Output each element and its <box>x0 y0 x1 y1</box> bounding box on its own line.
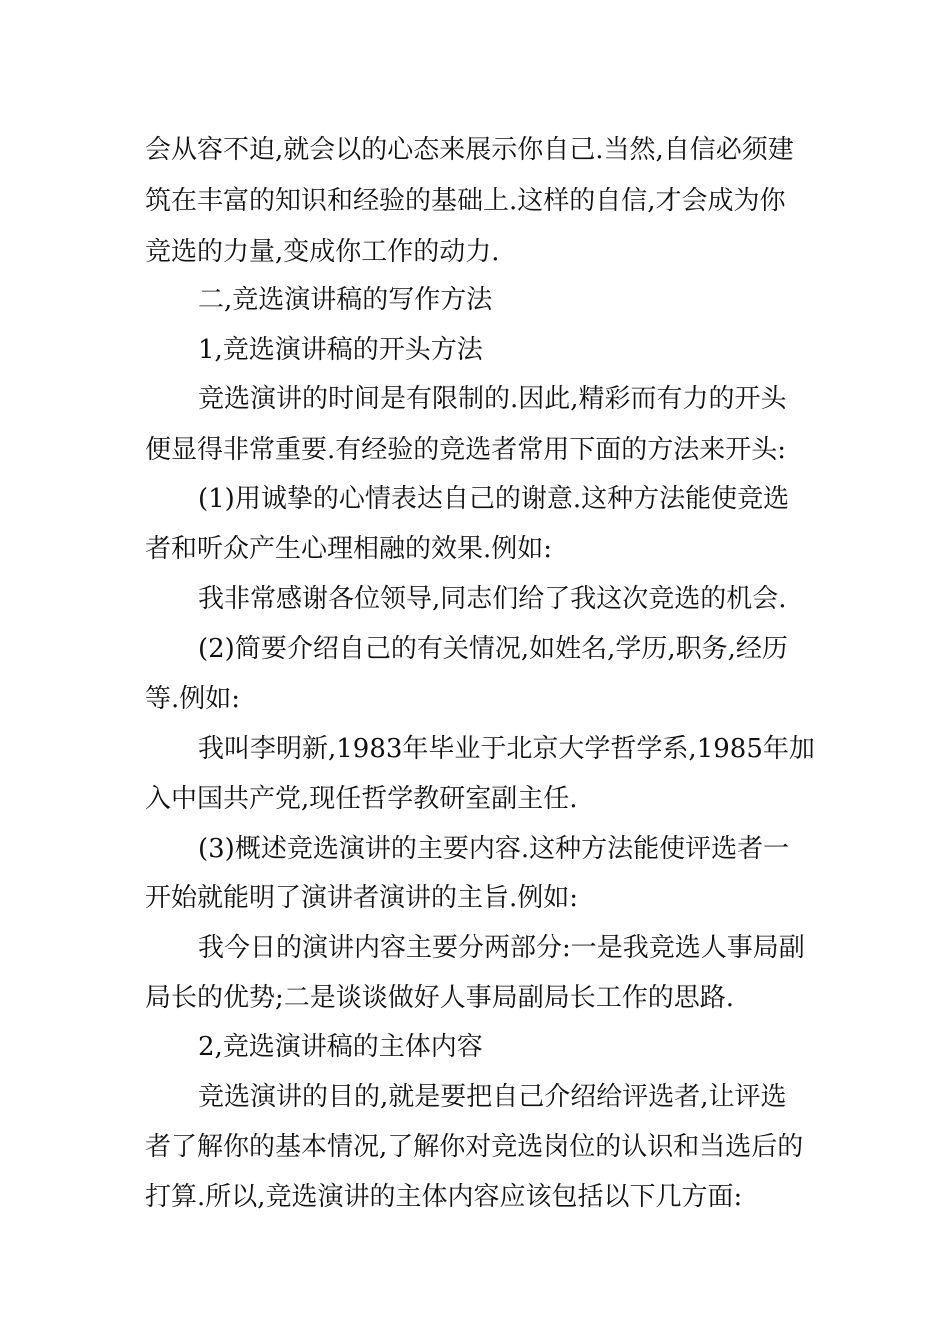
text-line: 竞选演讲的时间是有限制的.因此,精彩而有力的开头 <box>198 384 787 414</box>
subsection-heading: 1,竞选演讲稿的开头方法 <box>198 335 483 365</box>
text-line: 开始就能明了演讲者演讲的主旨.例如: <box>145 883 579 913</box>
text-line: 等.例如: <box>145 684 241 714</box>
example-line: 我今日的演讲内容主要分两部分:一是我竞选人事局副 <box>198 933 805 963</box>
section-heading: 二,竞选演讲稿的写作方法 <box>198 285 493 315</box>
subsection-heading: 2,竞选演讲稿的主体内容 <box>198 1032 483 1062</box>
text-line: 筑在丰富的知识和经验的基础上.这样的自信,才会成为你 <box>145 186 786 216</box>
text-line: (3)概述竞选演讲的主要内容.这种方法能使评选者一 <box>198 834 790 864</box>
example-line: 我非常感谢各位领导,同志们给了我这次竞选的机会. <box>198 584 787 614</box>
text-line: 者了解你的基本情况,了解你对竞选岗位的认识和当选后的 <box>145 1132 804 1162</box>
example-line: 入中国共产党,现任哲学教研室副主任. <box>145 784 578 814</box>
example-line: 我叫李明新,1983年毕业于北京大学哲学系,1985年加 <box>198 734 815 764</box>
text-line: (1)用诚挚的心情表达自己的谢意.这种方法能使竞选 <box>198 484 790 514</box>
text-line: 竞选演讲的目的,就是要把自己介绍给评选者,让评选 <box>198 1082 787 1112</box>
text-line: 竞选的力量,变成你工作的动力. <box>145 237 500 267</box>
text-line: 打算.所以,竞选演讲的主体内容应该包括以下几方面: <box>145 1182 743 1212</box>
text-line: 便显得非常重要.有经验的竞选者常用下面的方法来开头: <box>145 435 787 465</box>
text-line: 会从容不迫,就会以的心态来展示你自己.当然,自信必须建 <box>145 135 794 165</box>
example-line: 局长的优势;二是谈谈做好人事局副局长工作的思路. <box>145 983 735 1013</box>
text-line: 者和听众产生心理相融的效果.例如: <box>145 534 553 564</box>
text-line: (2)简要介绍自己的有关情况,如姓名,学历,职务,经历 <box>198 634 788 664</box>
